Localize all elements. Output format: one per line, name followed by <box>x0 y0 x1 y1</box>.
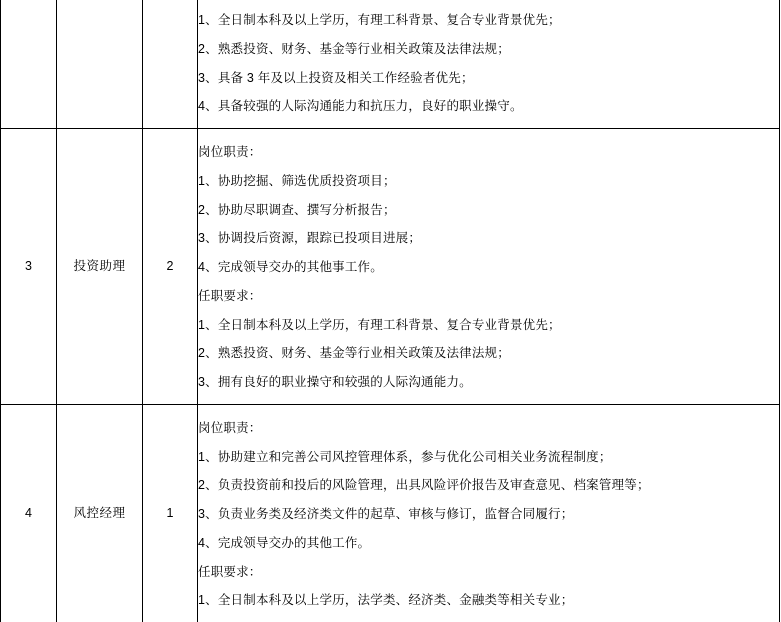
cell-title: 投资助理 <box>57 129 143 405</box>
cell-title: 风控经理 <box>57 404 143 622</box>
description-line: 1、全日制本科及以上学历，有理工科背景、复合专业背景优先； <box>198 13 561 27</box>
description-line: 3、具备 3 年及以上投资及相关工作经验者优先； <box>198 70 474 85</box>
description-line: 1、全日制本科及以上学历，法学类、经济类、金融类等相关专业； <box>198 593 574 608</box>
description-lines <box>198 129 779 404</box>
description-line: 2、熟悉投资、财务、基金等行业相关政策及法律法规； <box>198 346 510 361</box>
description-line: 4、完成领导交办的其他事工作。 <box>198 260 383 274</box>
cell-description <box>198 0 780 129</box>
cell-count: 1 <box>143 404 198 622</box>
description-heading: 岗位职责： <box>198 420 262 435</box>
description-line: 1、协助挖掘、筛选优质投资项目； <box>198 173 396 188</box>
description-line: 4、完成领导交办的其他工作。 <box>198 535 371 550</box>
description-line: 2、协助尽职调查、撰写分析报告； <box>198 202 396 217</box>
cell-description <box>198 129 780 405</box>
description-line: 3、负责业务类及经济类文件的起草、审核与修订，监督合同履行； <box>198 507 574 521</box>
description-line: 1、协助建立和完善公司风控管理体系，参与优化公司相关业务流程制度； <box>198 449 612 464</box>
cell-title <box>57 0 143 129</box>
description-line: 4、具备较强的人际沟通能力和抗压力，良好的职业操守。 <box>198 99 523 114</box>
description-lines <box>198 0 779 128</box>
cell-no <box>1 0 57 129</box>
description-line: 3、拥有良好的职业操守和较强的人际沟通能力。 <box>198 375 472 389</box>
cell-no: 3 <box>1 129 57 405</box>
description-heading: 岗位职责： <box>198 145 262 159</box>
description-line: 2、熟悉投资、财务、基金等行业相关政策及法律法规； <box>198 41 510 56</box>
cell-count <box>143 0 198 129</box>
description-line: 3、协调投后资源，跟踪已投项目进展； <box>198 231 422 246</box>
table-row <box>1 404 780 622</box>
table-row <box>1 0 780 129</box>
description-heading: 任职要求： <box>198 564 262 579</box>
description-line: 1、全日制本科及以上学历，有理工科背景、复合专业背景优先； <box>198 317 561 332</box>
table-body <box>1 0 780 622</box>
cell-count: 2 <box>143 129 198 405</box>
cell-description <box>198 404 780 622</box>
description-heading: 任职要求： <box>198 288 262 303</box>
description-line: 2、负责投资前和投后的风险管理，出具风险评价报告及审查意见、档案管理等； <box>198 478 650 493</box>
description-lines <box>198 405 779 622</box>
cell-no: 4 <box>1 404 57 622</box>
table-row <box>1 129 780 405</box>
